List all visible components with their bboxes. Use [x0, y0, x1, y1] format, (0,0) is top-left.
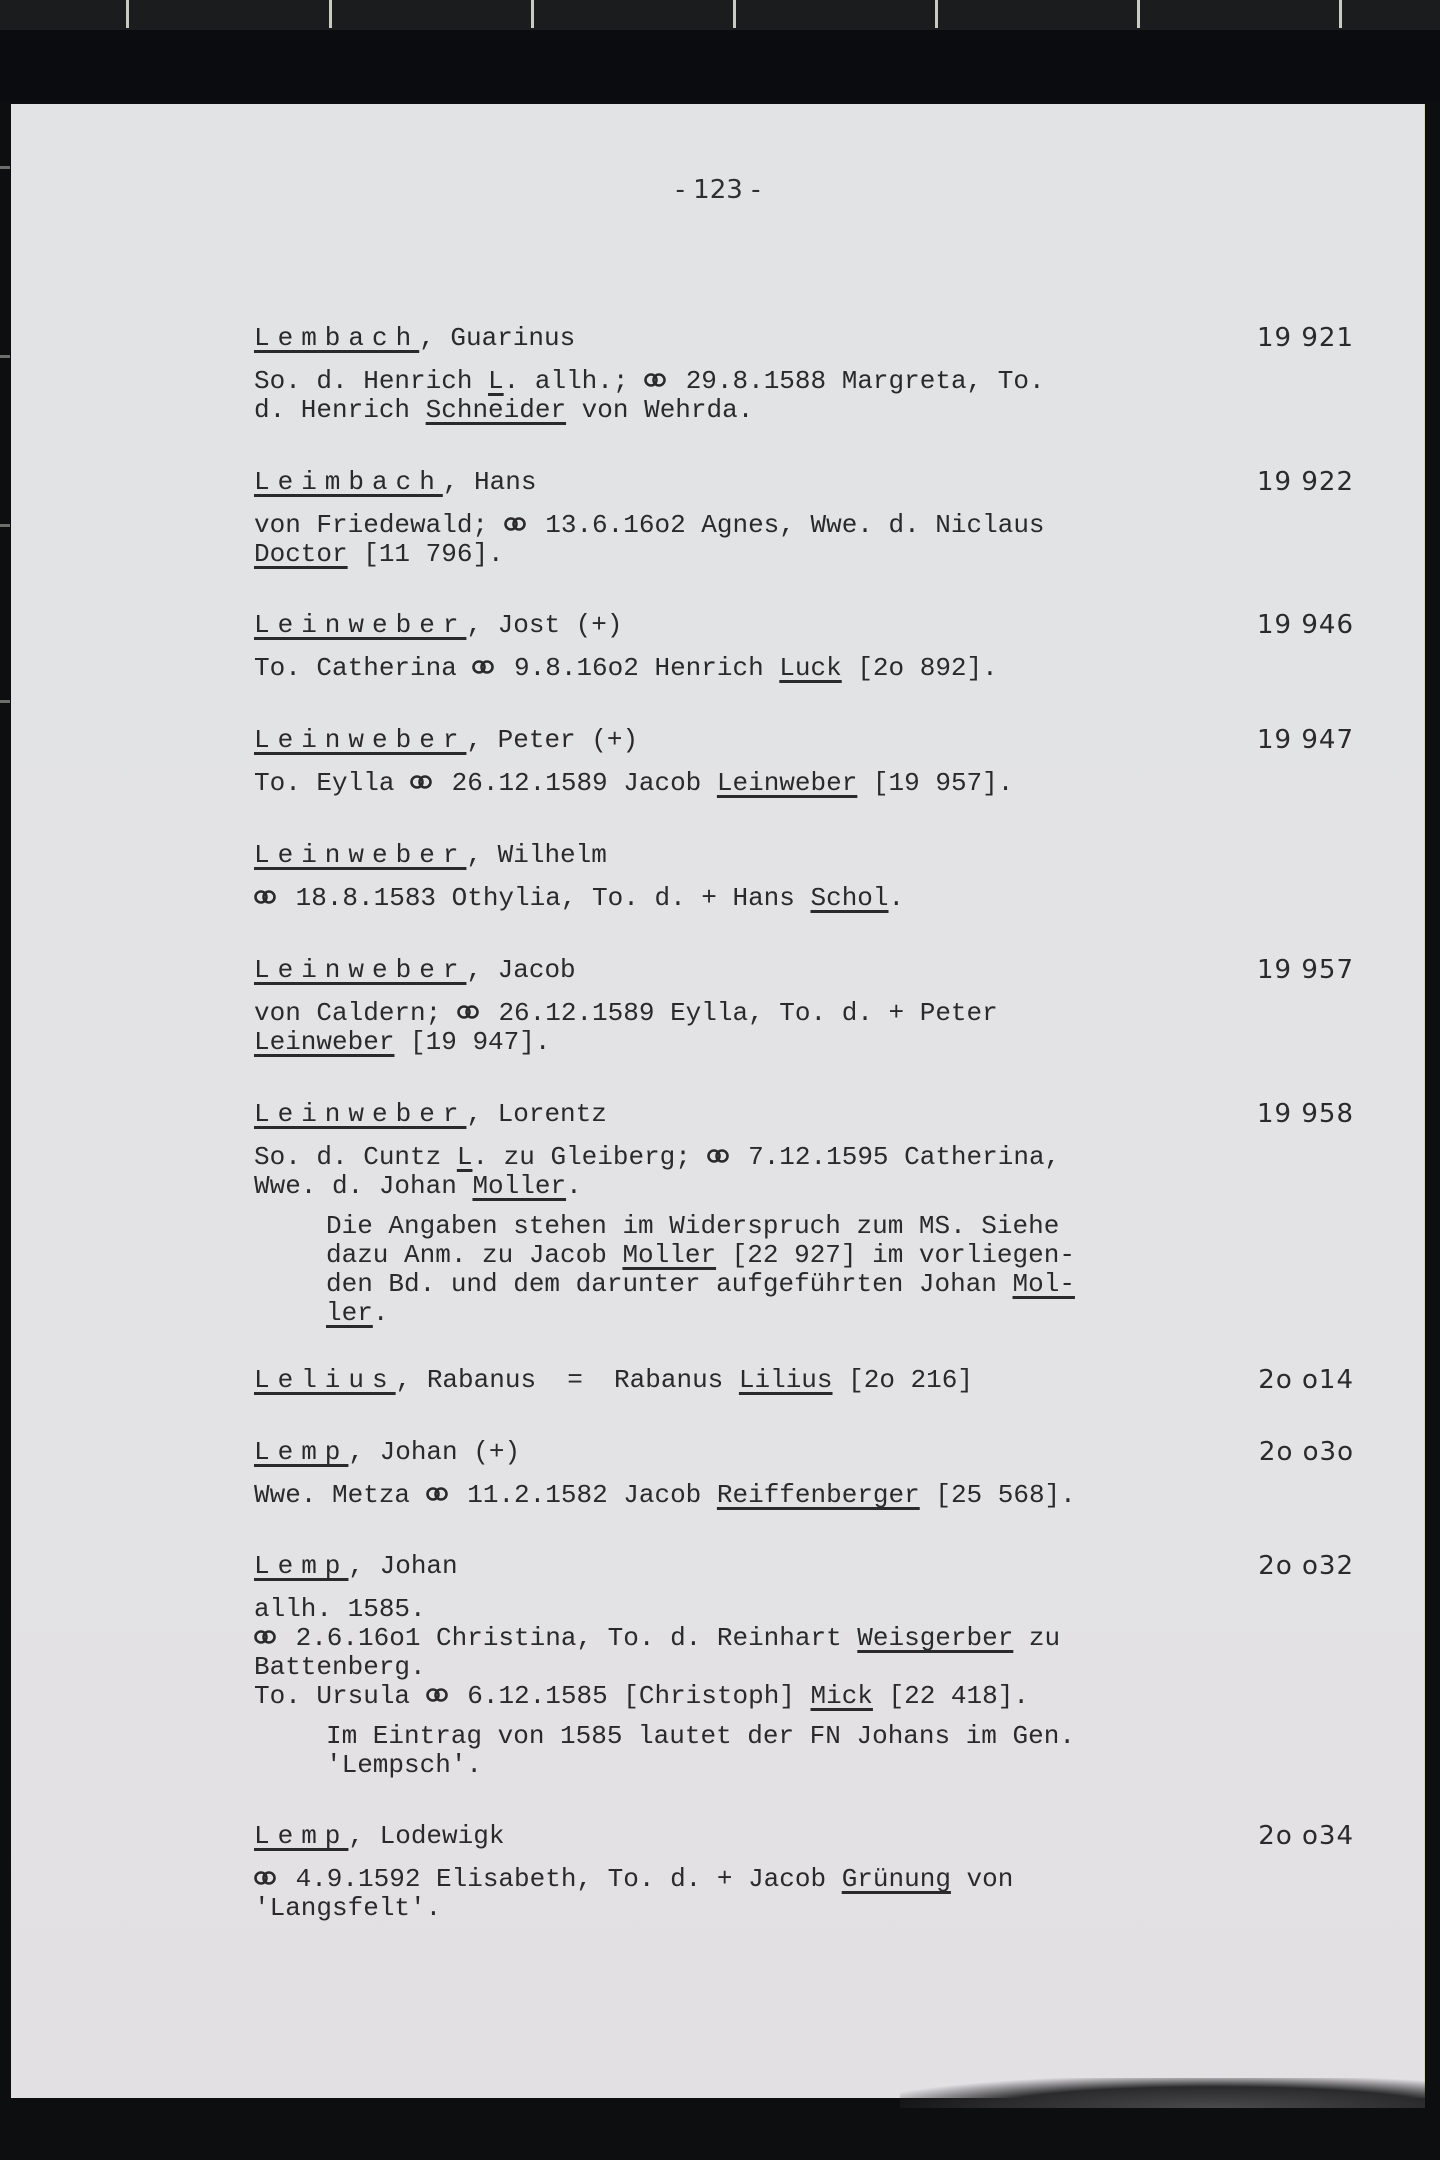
film-side-mark — [0, 700, 10, 703]
page-curl-shadow — [900, 2078, 1425, 2108]
text-run: Die Angaben stehen im Widerspruch zum MS. Siehe — [326, 1211, 1060, 1241]
reference-number: 19 946 — [1257, 610, 1354, 640]
surname: Leinweber — [254, 610, 467, 640]
note-line — [326, 1270, 1354, 1299]
entry-annotation — [326, 1722, 1354, 1780]
entry-heading — [254, 956, 1354, 986]
genealogy-entry — [254, 1366, 1354, 1396]
text-run: 2.6.16o1 Christina, To. d. Reinhart — [280, 1623, 858, 1653]
text-run: allh. 1585. — [254, 1594, 426, 1624]
text-run: 'Langsfelt'. — [254, 1893, 442, 1923]
surname: Lemp — [254, 1821, 349, 1851]
ruler-tick — [329, 0, 332, 28]
document-body — [11, 104, 1425, 2098]
text-run: von Friedewald; — [254, 510, 504, 540]
genealogy-entry — [254, 324, 1354, 425]
entry-details — [254, 1481, 1354, 1510]
given-name: , Johan (+) — [348, 1437, 521, 1467]
reference-number: 19 921 — [1257, 323, 1354, 353]
underlined-name: Grünung — [841, 1864, 951, 1894]
reference-number: 2o o34 — [1258, 1821, 1354, 1851]
text-run: 6.12.1585 [Christoph] — [451, 1681, 811, 1711]
ruler-tick — [733, 0, 736, 28]
entry-text-line — [254, 511, 1354, 540]
film-side-mark — [0, 355, 10, 358]
underlined-name: Mol- — [1012, 1269, 1075, 1299]
entry-text-line — [254, 769, 1354, 798]
entry-text-line — [254, 1653, 1354, 1682]
entry-text-line — [254, 1172, 1354, 1201]
ruler-tick — [1137, 0, 1140, 28]
given-name: , Rabanus = Rabanus — [395, 1365, 739, 1395]
reference-number: 19 922 — [1257, 467, 1354, 497]
entry-text-line — [254, 540, 1354, 569]
text-run: 13.6.16o2 Agnes, Wwe. d. Niclaus — [529, 510, 1045, 540]
entry-details — [254, 1143, 1354, 1201]
text-run: Im Eintrag von 1585 lautet der FN Johans im Gen. — [326, 1721, 1075, 1751]
reference-number: 19 958 — [1257, 1099, 1354, 1129]
entry-details — [254, 999, 1354, 1057]
text-run: [11 796]. — [347, 539, 504, 569]
entry-details — [254, 367, 1354, 425]
text-run: So. d. Henrich — [254, 366, 489, 396]
marriage-rings-icon — [504, 517, 526, 531]
genealogy-entry — [254, 611, 1354, 683]
entry-annotation — [326, 1212, 1354, 1328]
underlined-name: Schol — [810, 883, 889, 913]
underlined-name: Leinweber — [254, 1027, 395, 1057]
text-run: 4.9.1592 Elisabeth, To. d. + Jacob — [280, 1864, 842, 1894]
ruler-tick — [1339, 0, 1342, 28]
text-run: Battenberg. — [254, 1652, 426, 1682]
underlined-name: Moller — [472, 1171, 567, 1201]
text-run: 9.8.16o2 Henrich — [498, 653, 780, 683]
note-line — [326, 1722, 1354, 1751]
text-run: . allh.; — [503, 366, 645, 396]
entry-text-line — [254, 1865, 1354, 1894]
surname: Lemp — [254, 1437, 349, 1467]
text-run: 26.12.1589 Eylla, To. d. + Peter — [482, 998, 998, 1028]
marriage-rings-icon — [254, 1871, 276, 1885]
entry-details — [254, 1595, 1354, 1711]
note-line — [326, 1212, 1354, 1241]
entry-heading — [254, 324, 1354, 354]
entry-heading — [254, 1822, 1354, 1852]
underlined-name: ler — [326, 1298, 373, 1328]
underlined-name: Mick — [810, 1681, 873, 1711]
text-run: 7.12.1595 Catherina, — [732, 1142, 1061, 1172]
note-line — [326, 1751, 1354, 1780]
text-run: [19 957]. — [857, 768, 1014, 798]
given-name: , Guarinus — [419, 323, 576, 353]
genealogy-entry — [254, 1552, 1354, 1780]
text-run: 'Lempsch'. — [326, 1750, 483, 1780]
entry-heading — [254, 611, 1354, 641]
reference-number: 19 957 — [1257, 955, 1354, 985]
text-run: [25 568]. — [919, 1480, 1076, 1510]
marriage-rings-icon — [644, 373, 666, 387]
underlined-name: Reiffenberger — [716, 1480, 920, 1510]
text-run: von — [950, 1864, 1014, 1894]
surname: Leinweber — [254, 1099, 467, 1129]
marriage-rings-icon — [254, 1630, 276, 1644]
entry-text-line — [254, 1894, 1354, 1923]
text-run: [2o 892]. — [841, 653, 998, 683]
marriage-rings-icon — [426, 1688, 448, 1702]
entry-text-line — [254, 367, 1354, 396]
entry-heading — [254, 1366, 1354, 1396]
reference-number: 2o o32 — [1258, 1551, 1354, 1581]
entry-heading — [254, 841, 1354, 871]
entry-details — [254, 654, 1354, 683]
ruler-tick — [126, 0, 129, 28]
given-name: , Jost (+) — [466, 610, 623, 640]
entry-text-line — [254, 1481, 1354, 1510]
given-name: , Lodewigk — [348, 1821, 505, 1851]
underlined-name: Luck — [779, 653, 842, 683]
entry-details — [254, 1865, 1354, 1923]
underlined-name: Schneider — [425, 395, 567, 425]
cross-reference-number: [2o 216] — [832, 1365, 973, 1395]
text-run: To. Catherina — [254, 653, 473, 683]
note-line — [326, 1299, 1354, 1328]
document-page — [11, 104, 1425, 2098]
text-run: 18.8.1583 Othylia, To. d. + Hans — [280, 883, 811, 913]
entry-text-line — [254, 1028, 1354, 1057]
given-name: , Jacob — [466, 955, 576, 985]
film-side-mark — [0, 166, 10, 169]
genealogy-entry — [254, 1438, 1354, 1510]
text-run: zu — [1013, 1623, 1061, 1653]
text-run: von Wehrda. — [566, 395, 754, 425]
genealogy-entry — [254, 841, 1354, 913]
text-run: To. Ursula — [254, 1681, 426, 1711]
text-run: . — [566, 1171, 582, 1201]
text-run: Wwe. Metza — [254, 1480, 426, 1510]
entry-text-line — [254, 654, 1354, 683]
text-run: To. Eylla — [254, 768, 411, 798]
genealogy-entry — [254, 1100, 1354, 1328]
reference-number: 19 947 — [1257, 725, 1354, 755]
given-name: , Johan — [348, 1551, 458, 1581]
entry-text-line — [254, 1682, 1354, 1711]
surname: Lelius — [254, 1365, 396, 1395]
genealogy-entry — [254, 468, 1354, 569]
entry-details — [254, 769, 1354, 798]
text-run: So. d. Cuntz — [254, 1142, 457, 1172]
entry-details — [254, 511, 1354, 569]
underlined-name: Doctor — [254, 539, 348, 569]
entry-text-line — [254, 396, 1354, 425]
genealogy-entry — [254, 726, 1354, 798]
note-line — [326, 1241, 1354, 1270]
given-name: , Peter (+) — [466, 725, 639, 755]
entry-text-line — [254, 884, 1354, 913]
marriage-rings-icon — [472, 660, 494, 674]
underlined-name: Weisgerber — [857, 1623, 1014, 1653]
marriage-rings-icon — [457, 1005, 479, 1019]
reference-number: 2o o14 — [1258, 1365, 1354, 1395]
text-run: . — [888, 883, 905, 913]
text-run: 26.12.1589 Jacob — [436, 768, 717, 798]
surname: Leinweber — [254, 725, 467, 755]
ruler-tick — [935, 0, 938, 28]
text-run: den Bd. und dem darunter aufgeführten Johan — [326, 1269, 1013, 1299]
ruler-tick — [531, 0, 534, 28]
given-name: , Wilhelm — [466, 840, 607, 870]
entry-heading — [254, 1438, 1354, 1468]
given-name: , Lorentz — [466, 1099, 607, 1129]
marriage-rings-icon — [410, 775, 432, 789]
surname: Leinweber — [254, 955, 467, 985]
text-run: . — [372, 1298, 389, 1328]
entry-text-line — [254, 1143, 1354, 1172]
marriage-rings-icon — [426, 1487, 448, 1501]
marriage-rings-icon — [254, 890, 276, 904]
reference-number: 2o o3o — [1258, 1437, 1354, 1467]
text-run: Wwe. d. Johan — [254, 1171, 473, 1201]
given-name: , Hans — [442, 467, 537, 497]
entry-heading — [254, 726, 1354, 756]
entry-heading — [254, 1100, 1354, 1130]
text-run: . zu Gleiberg; — [472, 1142, 707, 1172]
entry-text-line — [254, 999, 1354, 1028]
text-run: von Caldern; — [254, 998, 457, 1028]
underlined-name: L — [488, 366, 504, 396]
text-run: [22 418]. — [872, 1681, 1029, 1711]
text-run: dazu Anm. zu Jacob — [326, 1240, 623, 1270]
film-side-mark — [0, 524, 10, 527]
entry-text-line — [254, 1595, 1354, 1624]
text-run: d. Henrich — [254, 395, 426, 425]
underlined-name: L — [456, 1142, 473, 1172]
text-run: 29.8.1588 Margreta, To. — [670, 366, 1045, 396]
marriage-rings-icon — [707, 1149, 729, 1163]
text-run: 11.2.1582 Jacob — [451, 1480, 717, 1510]
underlined-name: Leinweber — [716, 768, 858, 798]
text-run: [19 947]. — [394, 1027, 551, 1057]
surname: Lembach — [254, 323, 420, 353]
genealogy-entry — [254, 1822, 1354, 1923]
cross-reference-name: Lilius — [738, 1365, 833, 1395]
text-run: [22 927] im vorliegen- — [716, 1240, 1075, 1270]
surname: Lemp — [254, 1551, 349, 1581]
genealogy-entry — [254, 956, 1354, 1057]
film-border-top — [0, 30, 1440, 102]
surname: Leimbach — [254, 467, 443, 497]
page-number: - 123 - — [675, 175, 761, 205]
entry-heading — [254, 1552, 1354, 1582]
entry-text-line — [254, 1624, 1354, 1653]
underlined-name: Moller — [622, 1240, 717, 1270]
surname: Leinweber — [254, 840, 467, 870]
entry-heading — [254, 468, 1354, 498]
film-ruler — [0, 0, 1440, 30]
entry-details — [254, 884, 1354, 913]
